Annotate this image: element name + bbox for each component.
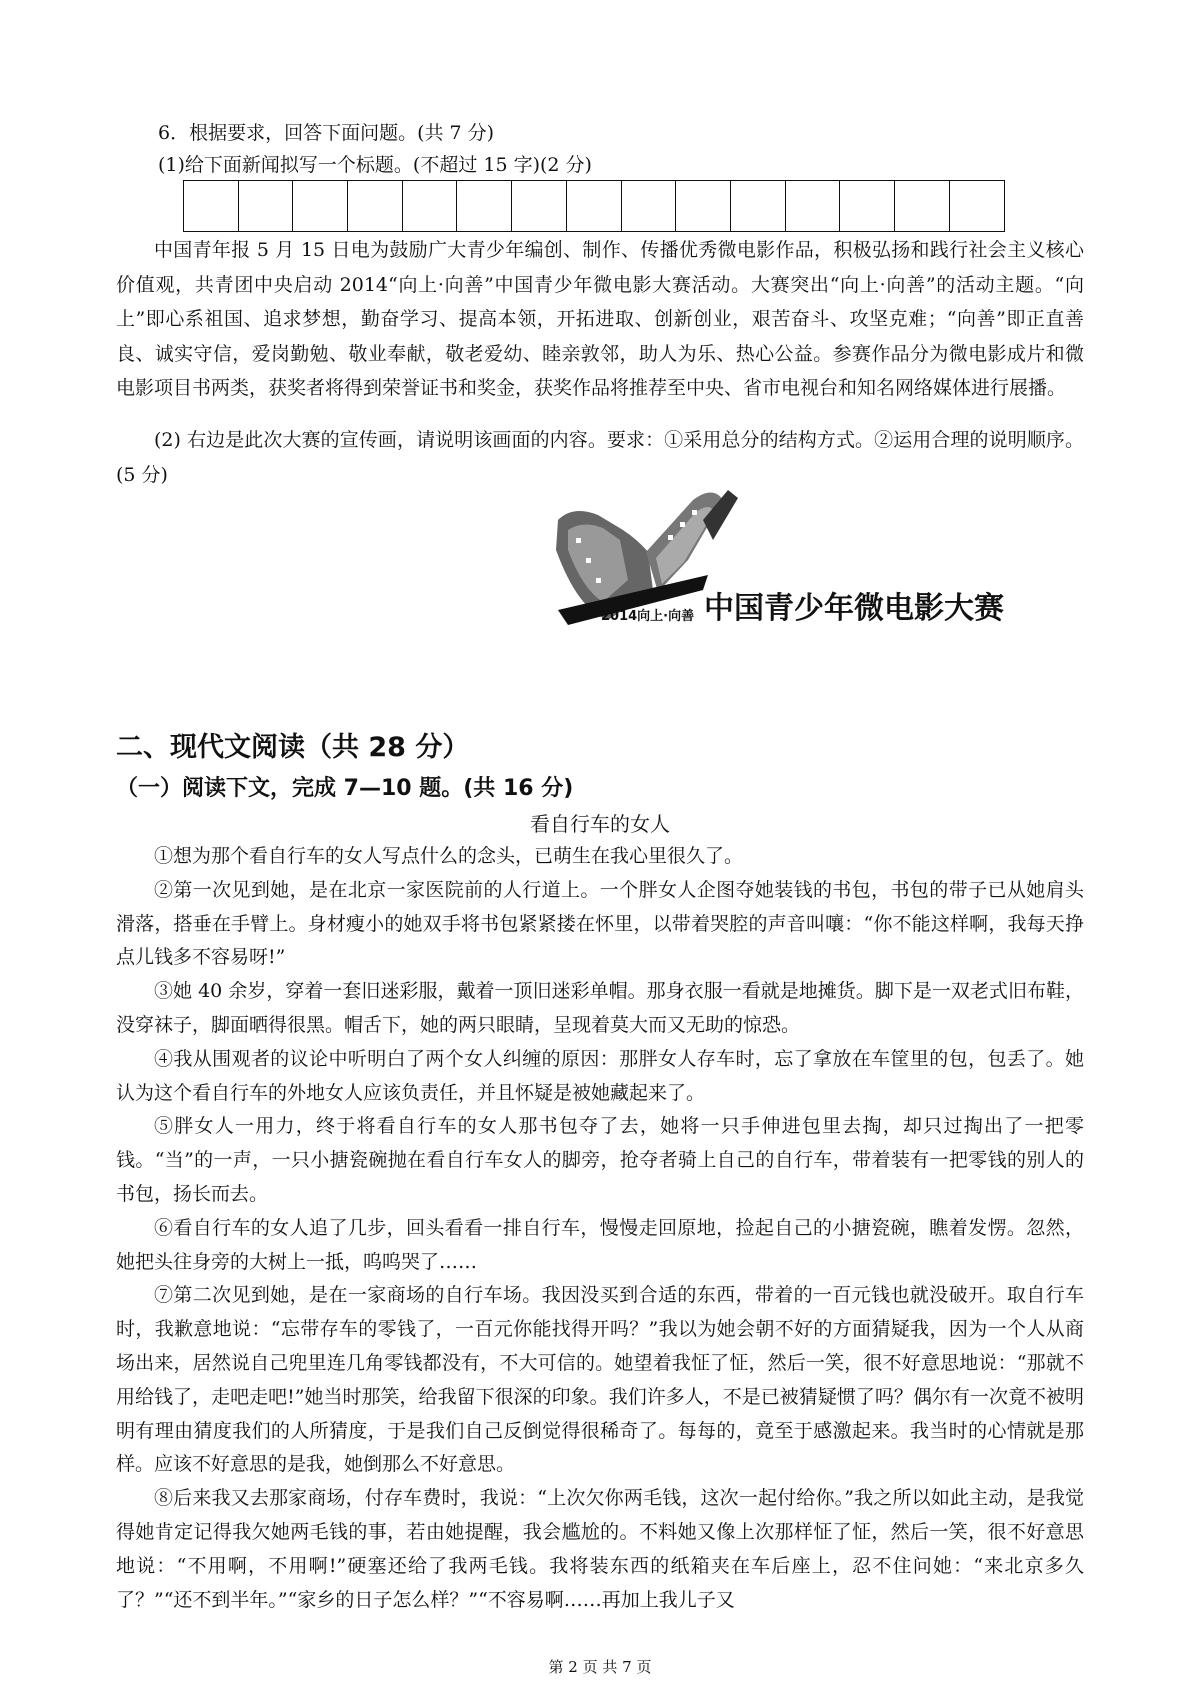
answer-grid-cell[interactable]: [622, 181, 677, 231]
answer-grid-cell[interactable]: [786, 181, 841, 231]
contest-poster: [528, 480, 1004, 630]
story-paragraph: ⑧后来我又去那家商场，付存车费时，我说：“上次欠你两毛钱，这次一起付给你。”我之所以如此主动，是我觉得她肯定记得我欠她两毛钱的事，若由她提醒，我会尴尬的。不料她又像上次那样怔了怔，然后一笑，很不好意思地说：“不用啊，不用啊!”硬塞还给了我两毛钱。我将装东西的纸箱夹在车后座上，忍不住问她：“来北京多久了？”“还不到半年。”“家乡的日子怎么样？”“不容易啊……再加上我儿子又: [116, 1487, 1084, 1611]
story-paragraph: ⑦第二次见到她，是在一家商场的自行车场。我因没买到合适的东西，带着的一百元钱也就没破开。取自行车时，我歉意地说：“忘带存车的零钱了，一百元你能找得开吗？”我以为她会朝不好的方面猜疑我，因为一个人从商场出来，居然说自己兜里连几角零钱都没有，不大可信的。她望着我怔了怔，然后一笑，很不好意思地说：“那就不用给钱了，走吧走吧!”她当时那笑，给我留下很深的印象。我们许多人，不是已被猜疑惯了吗？偶尔有一次竟不被明明有理由猜度我们的人所猜度，于是我们自己反倒觉得很稀奇了。每每的，竟至于感激起来。我当时的心情就是那样。应该不好意思的是我，她倒那么不好意思。: [116, 1284, 1084, 1476]
story-paragraph: ⑤胖女人一用力，终于将看自行车的女人那书包夺了去，她将一只手伸进包里去掏，却只过掏出了一把零钱。“当”的一声，一只小搪瓷碗抛在看自行车女人的脚旁，抢夺者骑上自己的自行车，带着装有一把零钱的别人的书包，扬长而去。: [116, 1115, 1084, 1205]
story-paragraph: ②第一次见到她，是在北京一家医院前的人行道上。一个胖女人企图夺她装钱的书包，书包的带子已从她肩头滑落，搭垂在手臂上。身材瘦小的她双手将书包紧紧搂在怀里，以带着哭腔的声音叫嚷：“你不能这样啊，我每天挣点儿钱多不容易呀!”: [116, 878, 1084, 969]
section-2-heading: 二、现代文阅读（共 28 分）: [116, 732, 470, 763]
answer-grid-cell[interactable]: [676, 181, 731, 231]
answer-grid: [183, 180, 1005, 232]
answer-grid-cell[interactable]: [184, 181, 239, 231]
answer-grid-cell[interactable]: [293, 181, 348, 231]
news-paragraph: 中国青年报 5 月 15 日电为鼓励广大青少年编创、制作、传播优秀微电影作品，积极弘扬和践行社会主义核心价值观，共青团中央启动 2014“向上·向善”中国青少年微电影大赛活动。大赛突出“向上·向善”的活动主题。“向上”即心系祖国、追求梦想，勤奋学习、提高本领，开拓进取、创新创业，艰苦奋斗、攻坚克难；“向善”即正直善良、诚实守信，爱岗勤勉、敬业奉献，敬老爱幼、睦亲敦邻，助人为乐、热心公益。参赛作品分为微电影成片和微电影项目书两类，获奖者将得到荣誉证书和奖金，获奖作品将推荐至中央、省市电视台和知名网络媒体进行展播。: [116, 239, 1084, 399]
question-6-title: 6．根据要求，回答下面问题。(共 7 分): [158, 122, 495, 144]
answer-grid-cell[interactable]: [348, 181, 403, 231]
page-number: 第 2 页 共 7 页: [548, 1658, 652, 1676]
answer-grid-cell[interactable]: [840, 181, 895, 231]
answer-grid-cell[interactable]: [567, 181, 622, 231]
answer-grid-cell[interactable]: [895, 181, 950, 231]
question-6-part-1: (1)给下面新闻拟写一个标题。(不超过 15 字)(2 分): [158, 154, 592, 176]
answer-grid-cell[interactable]: [457, 181, 512, 231]
story-paragraph: ④我从围观者的议论中听明白了两个女人纠缠的原因：那胖女人存车时，忘了拿放在车筐里的包，包丢了。她认为这个看自行车的外地女人应该负责任，并且怀疑是被她藏起来了。: [116, 1047, 1084, 1104]
poster-small-text: 2014向上·向善: [601, 609, 695, 624]
story-paragraph: ①想为那个看自行车的女人写点什么的念头，已萌生在我心里很久了。: [154, 845, 744, 867]
question-6-part-2: (2) 右边是此次大赛的宣传画，请说明该画面的内容。要求：①采用总分的结构方式。②运用合理的说明顺序。(5 分): [116, 429, 1084, 486]
section-2-subheading: （一）阅读下文，完成 7—10 题。(共 16 分): [116, 776, 574, 801]
story-body: [116, 840, 1084, 1617]
answer-grid-cell[interactable]: [512, 181, 567, 231]
story-title: 看自行车的女人: [530, 812, 670, 836]
answer-grid-cell[interactable]: [239, 181, 294, 231]
story-paragraph: ③她 40 余岁，穿着一套旧迷彩服，戴着一顶旧迷彩单帽。那身衣服一看就是地摊货。脚下是一双老式旧布鞋，没穿袜子，脚面晒得很黑。帽舌下，她的两只眼睛，呈现着莫大而又无助的惊恐。: [116, 980, 1084, 1036]
answer-grid-cell[interactable]: [403, 181, 458, 231]
poster-title-text: 中国青少年微电影大赛: [704, 591, 1004, 626]
answer-grid-cell[interactable]: [950, 181, 1005, 231]
story-paragraph: ⑥看自行车的女人追了几步，回头看看一排自行车，慢慢走回原地，捡起自己的小搪瓷碗，瞧着发愣。忽然，她把头往身旁的大树上一抵，呜呜哭了……: [116, 1216, 1084, 1273]
answer-grid-cell[interactable]: [731, 181, 786, 231]
